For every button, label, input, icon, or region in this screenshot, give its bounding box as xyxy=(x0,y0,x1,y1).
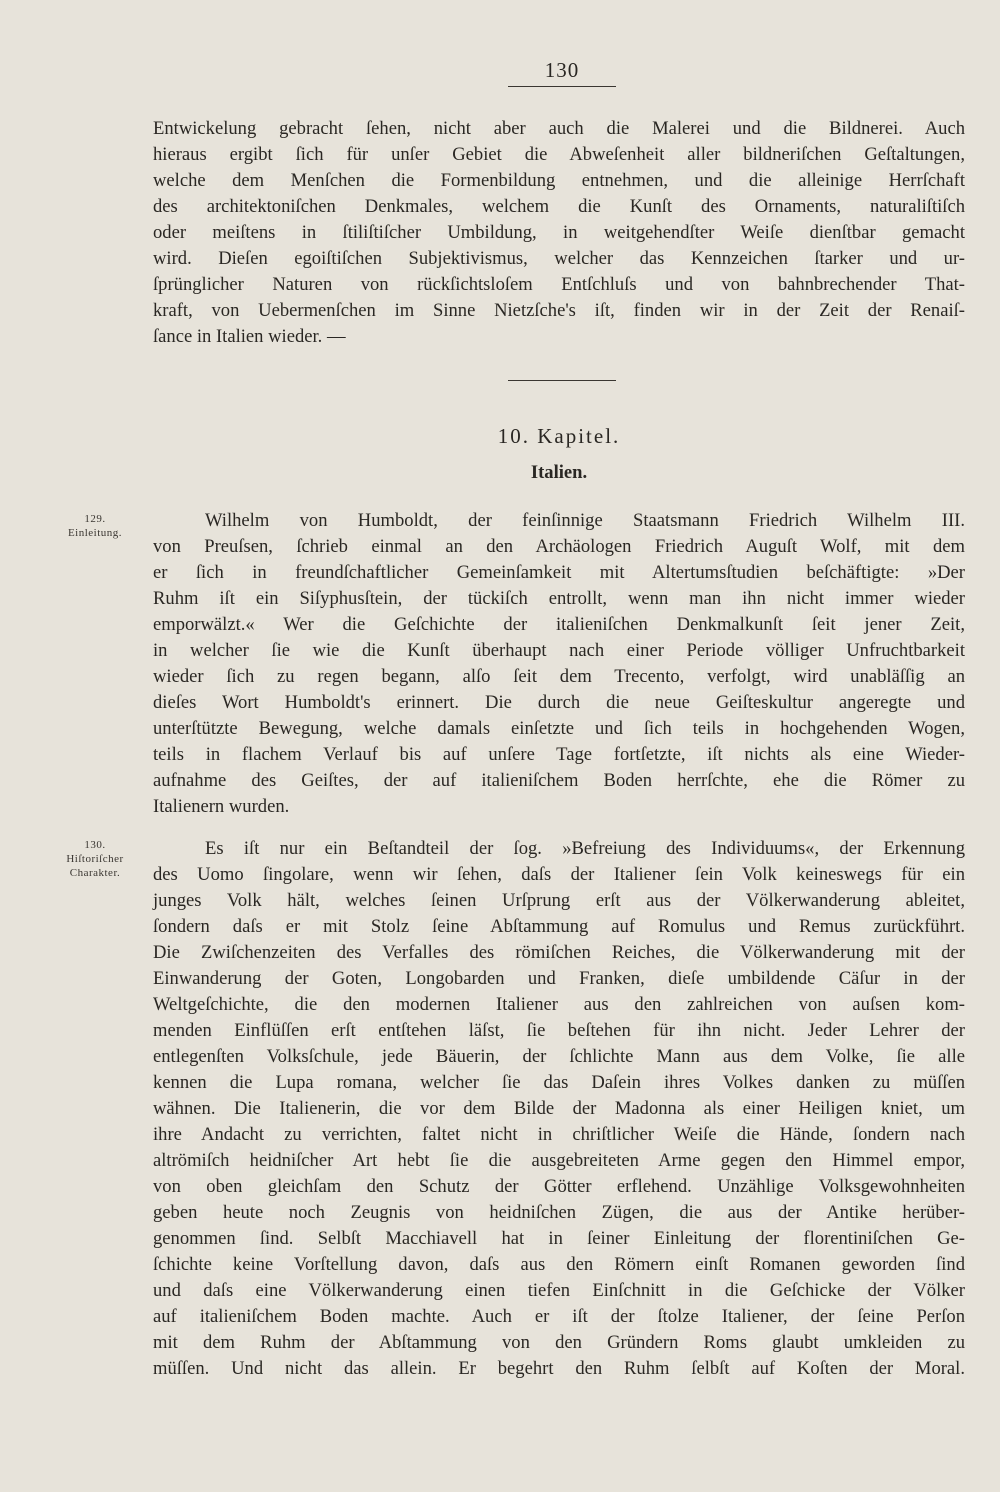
text-line: ſchichte keine Vorſtellung davon, daſs aus den Römern einſt Romanen geworden ſind xyxy=(153,1254,965,1275)
text-line: teils in flachem Verlauf bis auf unſere Tage fortſetzte, iſt nichts als eine Wieder- xyxy=(153,744,965,765)
text-line: genommen ſind. Selbſt Macchiavell hat in ſeiner Einleitung der florentiniſchen Ge- xyxy=(153,1228,965,1249)
text-line: von Preuſsen, ſchrieb einmal an den Archäologen Friedrich Auguſt Wolf, mit dem xyxy=(153,536,965,557)
text-line: des architektoniſchen Denkmales, welchem die Kunſt des Ornaments, naturaliſtiſch xyxy=(153,196,965,217)
text-line: emporwälzt.« Wer die Geſchichte der italieniſchen Denkmalkunſt ſeit jener Zeit, xyxy=(153,614,965,635)
text-line: menden Einflüſſen erſt entſtehen läſst, ſie beſtehen für ihn nicht. Jeder Lehrer der xyxy=(153,1020,965,1041)
margin-note-number: 130. xyxy=(84,839,106,851)
text-line: Entwickelung gebracht ſehen, nicht aber auch die Malerei und die Bildnerei. Auch xyxy=(153,118,965,139)
text-line: ſondern daſs er mit Stolz ſeine Abſtammung auf Romulus und Remus zurückführt. xyxy=(153,916,965,937)
page-number-rule xyxy=(508,86,616,87)
text-line: hieraus ergibt ſich für unſer Gebiet die Abweſenheit aller bildneriſchen Geſtaltungen, xyxy=(153,144,965,165)
text-line: Weltgeſchichte, die den modernen Italiener aus den zahlreichen von auſsen kom- xyxy=(153,994,965,1015)
text-line: wieder ſich zu regen begann, alſo ſeit dem Trecento, verfolgt, wird unabläſſig an xyxy=(153,666,965,687)
text-line: aufnahme des Geiſtes, der auf italieniſchem Boden herrſchte, ehe die Römer zu xyxy=(153,770,965,791)
chapter-number: 10. Kapitel. xyxy=(497,424,621,448)
text-line: Italienern wurden. xyxy=(153,796,290,817)
text-line: kennen die Lupa romana, welcher ſie das Daſein ihres Volkes danken zu müſſen xyxy=(153,1072,965,1093)
text-line: junges Volk hält, welches ſeinen Urſprung erſt aus der Völkerwanderung ableitet, xyxy=(153,890,965,911)
section-divider xyxy=(508,380,616,381)
margin-note-129 xyxy=(40,512,150,540)
text-line: und daſs eine Völkerwanderung einen tiefen Einſchnitt in die Geſchicke der Völker xyxy=(153,1280,965,1301)
text-line: des Uomo ſingolare, wenn wir ſehen, daſs der Italiener ſein Volk keineswegs für ein xyxy=(153,864,965,885)
text-line: auf italieniſchem Boden machte. Auch er iſt der ſtolze Italiener, der ſeine Perſon xyxy=(153,1306,965,1327)
text-line: Es iſt nur ein Beſtandteil der ſog. »Befreiung des Individuums«, der Erkennung xyxy=(205,838,965,859)
chapter-title: Italien. xyxy=(530,462,588,483)
text-line: oder meiſtens in ſtiliſtiſcher Umbildung, in weitgehendſter Weiſe dienſtbar gemacht xyxy=(153,222,965,243)
text-line: dieſes Wort Humboldt's erinnert. Die durch die neue Geiſteskultur angeregte und xyxy=(153,692,965,713)
text-line: ſprünglicher Naturen von rückſichtsloſem Entſchluſs und von bahnbrechender That- xyxy=(153,274,965,295)
text-line: Ruhm iſt ein Siſyphusſtein, der tückiſch entrollt, wenn man ihn nicht immer wieder xyxy=(153,588,965,609)
text-line: unterſtützte Bewegung, welche damals einſetzte und ſich teils in hochgehenden Wogen, xyxy=(153,718,965,739)
text-line: entlegenſten Volksſchule, jede Bäuerin, der ſchlichte Mann aus dem Volke, ſie alle xyxy=(153,1046,965,1067)
text-line: von oben gleichſam den Schutz der Götter erflehend. Unzählige Volksgewohnheiten xyxy=(153,1176,965,1197)
margin-note-label: Charakter. xyxy=(69,867,121,879)
text-line: er ſich in freundſchaftlicher Gemeinſamkeit mit Altertumsſtudien beſchäftigte: »Der xyxy=(153,562,965,583)
page-number: 130 xyxy=(544,58,580,82)
text-line: geben heute noch Zeugnis von heidniſchen Zügen, die aus der Antike herüber- xyxy=(153,1202,965,1223)
text-line: Die Zwiſchenzeiten des Verfalles des römiſchen Reiches, die Völkerwanderung mit der xyxy=(153,942,965,963)
text-line: ſance in Italien wieder. — xyxy=(153,326,346,347)
margin-note-label: Einleitung. xyxy=(67,527,123,539)
text-line: welche dem Menſchen die Formenbildung entnehmen, und die alleinige Herrſchaft xyxy=(153,170,965,191)
margin-note-label: Hiſtoriſcher xyxy=(66,853,124,865)
text-line: wähnen. Die Italienerin, die vor dem Bilde der Madonna als einer Heiligen kniet, um xyxy=(153,1098,965,1119)
margin-note-130 xyxy=(40,838,150,880)
margin-note-number: 129. xyxy=(84,513,106,525)
text-line: wird. Dieſen egoiſtiſchen Subjektivismus, welcher das Kennzeichen ſtarker und ur- xyxy=(153,248,965,269)
text-line: altrömiſch heidniſcher Art hebt ſie die ausgebreiteten Arme gegen den Himmel empor, xyxy=(153,1150,965,1171)
text-line: mit dem Ruhm der Abſtammung von den Gründern Roms glaubt umkleiden zu xyxy=(153,1332,965,1353)
text-line: ihre Andacht zu verrichten, faltet nicht in chriſtlicher Weiſe die Hände, ſondern nach xyxy=(153,1124,965,1145)
text-line: in welcher ſie wie die Kunſt überhaupt nach einer Periode völliger Unfruchtbarkeit xyxy=(153,640,965,661)
text-line: Einwanderung der Goten, Longobarden und Franken, dieſe umbildende Cäſur in der xyxy=(153,968,965,989)
text-line: müſſen. Und nicht das allein. Er begehrt den Ruhm ſelbſt auf Koſten der Moral. xyxy=(153,1358,965,1379)
text-line: Wilhelm von Humboldt, der feinſinnige Staatsmann Friedrich Wilhelm III. xyxy=(205,510,965,531)
text-line: kraft, von Uebermenſchen im Sinne Nietzſche's iſt, finden wir in der Zeit der Renaiſ- xyxy=(153,300,965,321)
